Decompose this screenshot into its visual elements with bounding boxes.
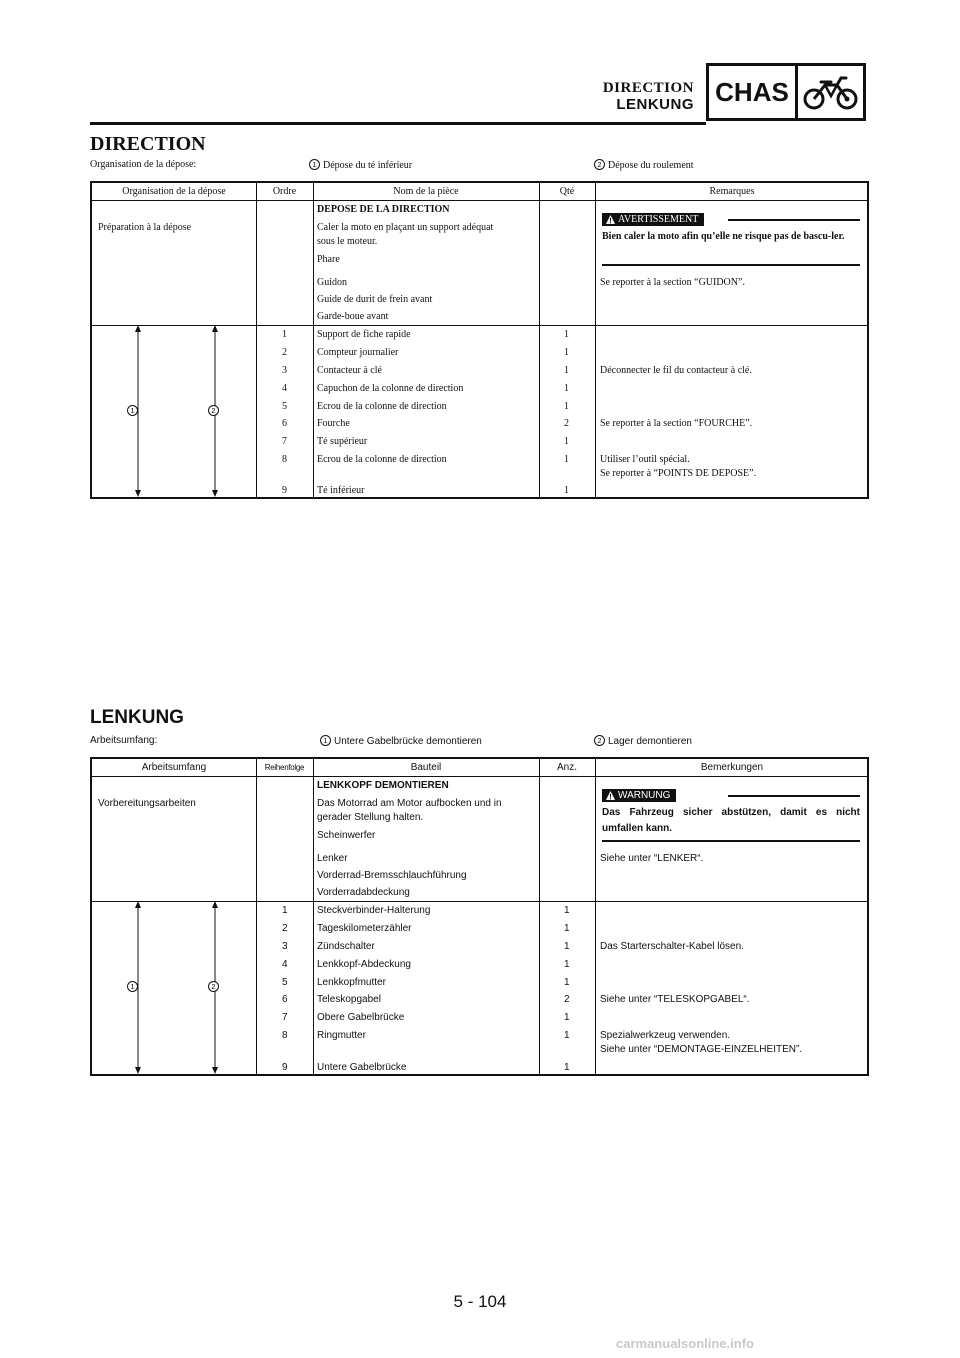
- row-order: 4: [282, 959, 288, 970]
- row-part: Lenkkopf-Abdeckung: [317, 959, 411, 970]
- row-order: 9: [282, 1062, 288, 1073]
- prep-item: Guidon: [317, 277, 347, 288]
- row-remark: Das Starterschalter-Kabel lösen.: [600, 941, 744, 952]
- prep-item: Guide de durit de frein avant: [317, 294, 433, 305]
- row-qty: 1: [564, 329, 569, 340]
- warning-icon: [606, 215, 615, 224]
- row-part: Support de fiche rapide: [317, 329, 411, 340]
- row-order: 1: [282, 905, 288, 916]
- row-part: Obere Gabelbrücke: [317, 1012, 405, 1023]
- row-order: 6: [282, 418, 287, 429]
- row-qty: 2: [564, 418, 569, 429]
- prep-item: Caler la moto en plaçant un support adéquat: [317, 222, 494, 233]
- row-part: Zündschalter: [317, 941, 375, 952]
- motorcycle-icon: [798, 66, 863, 118]
- row-order: 4: [282, 383, 287, 394]
- row-remark: Se reporter à “POINTS DE DEPOSE”.: [600, 468, 757, 479]
- row-part: Compteur journalier: [317, 347, 399, 358]
- prep-item: sous le moteur.: [317, 236, 378, 247]
- row-part: Lenkkopfmutter: [317, 977, 386, 988]
- row-qty: 1: [564, 977, 570, 988]
- row-order: 8: [282, 1030, 288, 1041]
- col-header: Bauteil: [410, 762, 442, 773]
- watermark: carmanualsonline.info: [616, 1336, 754, 1351]
- row-remark: Siehe unter “DEMONTAGE-EINZELHEITEN”.: [600, 1044, 803, 1055]
- prep-item: Scheinwerfer: [317, 830, 376, 841]
- marker-1-icon: 1: [309, 159, 320, 170]
- row-qty: 1: [564, 941, 570, 952]
- marker-2-icon: 2: [208, 981, 219, 992]
- row-part: Tageskilometerzähler: [317, 923, 412, 934]
- scope-item-1-de: 1 Untere Gabelbrücke demontieren: [320, 735, 482, 747]
- col-header: Organisation de la dépose: [122, 186, 226, 197]
- row-remark: Utiliser l’outil spécial.: [600, 454, 690, 465]
- prep-heading: DEPOSE DE LA DIRECTION: [317, 204, 450, 215]
- row-part: Ecrou de la colonne de direction: [317, 401, 447, 412]
- row-remark: Siehe unter “TELESKOPGABEL“.: [600, 994, 750, 1005]
- chas-badge: [706, 63, 866, 121]
- row-qty: 1: [564, 905, 570, 916]
- row-part: Fourche: [317, 418, 350, 429]
- scope-label-de: Arbeitsumfang:: [90, 735, 158, 746]
- row-part: Teleskopgabel: [317, 994, 381, 1005]
- row-order: 8: [282, 454, 287, 465]
- row-order: 3: [282, 365, 287, 376]
- warning-text: Das Fahrzeug sicher abstützen, damit es nicht umfallen kann.: [602, 807, 860, 834]
- col-header: Nom de la pièce: [393, 186, 459, 197]
- marker-2-icon: 2: [594, 735, 605, 746]
- row-order: 7: [282, 436, 287, 447]
- header-rule: [90, 122, 706, 125]
- scope-label-fr: Organisation de la dépose:: [90, 159, 197, 170]
- row-part: Untere Gabelbrücke: [317, 1062, 407, 1073]
- col-header: Ordre: [272, 186, 297, 197]
- header-title-de: LENKUNG: [616, 96, 694, 113]
- row-qty: 1: [564, 454, 569, 465]
- header-title-fr: DIRECTION: [602, 80, 694, 96]
- row-qty: 1: [564, 959, 570, 970]
- row-qty: 1: [564, 401, 569, 412]
- scope-item-2-de: 2 Lager demontieren: [594, 735, 692, 747]
- warning-text: Bien caler la moto afin qu’elle ne risque pas de bascu-ler.: [602, 231, 845, 242]
- marker-1-icon: 1: [320, 735, 331, 746]
- row-order: 6: [282, 994, 288, 1005]
- section-title-de: LENKUNG: [90, 707, 184, 728]
- prep-item: Vorderradabdeckung: [317, 887, 410, 898]
- prep-item: Vorderrad-Bremsschlauchführung: [317, 870, 467, 881]
- row-qty: 1: [564, 383, 569, 394]
- scope-item-2-fr: 2 Dépose du roulement: [594, 159, 694, 171]
- prep-item: Garde-boue avant: [317, 311, 389, 322]
- remark: Siehe unter “LENKER“.: [600, 853, 704, 864]
- warning-badge: WARNUNG: [602, 789, 676, 802]
- row-part: Té supérieur: [317, 436, 368, 447]
- col-header: Bemerkungen: [700, 762, 764, 773]
- marker-1-icon: 1: [127, 981, 138, 992]
- row-part: Capuchon de la colonne de direction: [317, 383, 464, 394]
- warning-icon: [606, 791, 615, 800]
- row-order: 5: [282, 401, 287, 412]
- page-number: 5 - 104: [453, 1292, 507, 1311]
- col-header: Arbeitsumfang: [141, 762, 207, 773]
- section-title-fr: DIRECTION: [90, 133, 206, 155]
- row-qty: 1: [564, 1012, 570, 1023]
- row-order: 1: [282, 329, 287, 340]
- chas-label: CHAS: [709, 66, 798, 118]
- row-part: Steckverbinder-Halterung: [317, 905, 431, 916]
- row-order: 7: [282, 1012, 288, 1023]
- row-qty: 1: [564, 1030, 570, 1041]
- row-qty: 1: [564, 365, 569, 376]
- row-part: Contacteur à clé: [317, 365, 382, 376]
- table-de: [90, 757, 869, 1076]
- table-fr: [90, 181, 869, 499]
- row-part: Ringmutter: [317, 1030, 366, 1041]
- row-qty: 1: [564, 347, 569, 358]
- prep-item: Das Motorrad am Motor aufbocken und in: [317, 798, 502, 809]
- prep-label: Préparation à la dépose: [98, 222, 192, 233]
- prep-item: Lenker: [317, 853, 348, 864]
- row-remark: Se reporter à la section “FOURCHE”.: [600, 418, 753, 429]
- scope-item-1-fr: 1 Dépose du té inférieur: [309, 159, 412, 171]
- row-remark: Déconnecter le fil du contacteur à clé.: [600, 365, 752, 376]
- prep-item: Phare: [317, 254, 340, 265]
- row-qty: 1: [564, 436, 569, 447]
- row-order: 5: [282, 977, 288, 988]
- row-order: 2: [282, 923, 288, 934]
- col-header: Qté: [559, 186, 575, 197]
- col-header: Reihenfolge: [264, 763, 305, 772]
- sequence-arrows: [92, 901, 256, 1074]
- row-order: 2: [282, 347, 287, 358]
- marker-2-icon: 2: [594, 159, 605, 170]
- marker-1-icon: 1: [127, 405, 138, 416]
- row-order: 9: [282, 485, 287, 496]
- prep-item: gerader Stellung halten.: [317, 812, 424, 823]
- row-qty: 1: [564, 923, 570, 934]
- prep-label: Vorbereitungsarbeiten: [98, 798, 196, 809]
- warning-badge: AVERTISSEMENT: [602, 213, 704, 226]
- sequence-arrows: [92, 325, 256, 497]
- row-order: 3: [282, 941, 288, 952]
- row-qty: 1: [564, 485, 569, 496]
- row-part: Ecrou de la colonne de direction: [317, 454, 447, 465]
- row-part: Té inférieur: [317, 485, 365, 496]
- prep-heading: LENKKOPF DEMONTIEREN: [317, 780, 449, 791]
- row-qty: 2: [564, 994, 570, 1005]
- row-remark: Spezialwerkzeug verwenden.: [600, 1030, 731, 1041]
- remark: Se reporter à la section “GUIDON”.: [600, 277, 745, 288]
- marker-2-icon: 2: [208, 405, 219, 416]
- col-header: Anz.: [556, 762, 577, 773]
- col-header: Remarques: [709, 186, 755, 197]
- row-qty: 1: [564, 1062, 570, 1073]
